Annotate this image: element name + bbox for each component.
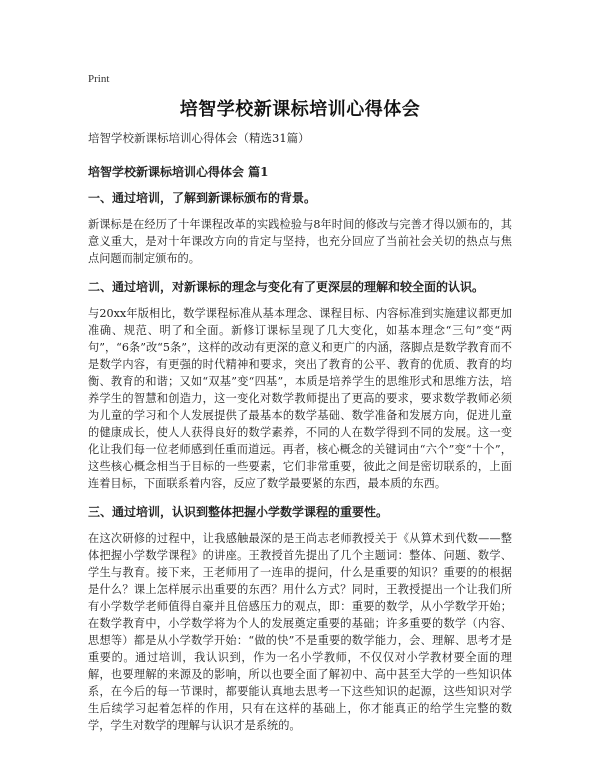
- paragraph-3: 在这次研修的过程中，让我感触最深的是王尚志老师教授关于《从算术到代数——整体把握小学数学课程》的讲座。王教授首先提出了几个主题词：整体、问题、数学、学生与教育。接下来，王老师用了一连串的提问，什么是重要的知识？重要的的根据是什么？课上怎样展示出重要的东西？用什么方式？同时，王教授提出一个让我们所有小学数学老师值得自豪并且倍感压力的观点，即：重要的数学，从小学数学开始；在数学教育中，小学数学将为个人的发展奠定重要的基础；许多重要的数学（内容、思想等）都是从小学数学开始：“做的快”不是重要的数学能力，会、理解、思考才是重要的。通过培训，我认识到，作为一名小学教师，不仅仅对小学教材要全面的理解，也要理解的来源及的影响，所以也要全面了解初中、高中甚至大学的一些知识体系，在今后的每一节课时，都要能认真地去思考一下这些知识的起源，这些知识对学生后续学习起着怎样的作用，只有在这样的基础上，你才能真正的给学生完整的数学，学生对数学的理解与认识才是系统的。: [88, 532, 512, 732]
- heading-3: 三、通过培训，认识到整体把握小学数学课程的重要性。: [88, 505, 389, 519]
- paragraph-1: 新课标是在经历了十年课程改革的实践检验与8年时间的修改与完善才得以颁布的，其意义重大，是对十年课改方向的肯定与坚持，也充分回应了当前社会关切的热点与焦点问题而制定颁布的。: [88, 218, 512, 265]
- paragraph-2: 与20xx年版相比，数学课程标准从基本理念、课程目标、内容标准到实施建议都更加准确、规范、明了和全面。新修订课标呈现了几大变化，如基本理念“三句”变“两句”，“6条”改“5条”，这样的改动有更深的意义和更广的内涵，落脚点是数学教育而不是数学内容，有更强的时代精神和要求，突出了教育的公平、教育的优质、教育的均衡、教育的和谐；又如“双基”变“四基”，本质是培养学生的思维形式和思维方法，培养学生的智慧和创造力，这一变化对数学教师提出了更高的要求，要求数学教师必须为儿童的学习和个人发展提供了最基本的数学基础、数学准备和发展方向，促进儿童的健康成长，使人人获得良好的数学素养，不同的人在数学得到不同的发展。这一变化让我们每一位老师感到任重而道远。再者，核心概念的关键词由“六个”变“十个”，这些核心概念相当于目标的一些要素，它们非常重要，彼此之间是密切联系的，上面连着目标，下面联系着内容，反应了数学最要紧的东西，最本质的东西。: [88, 307, 512, 490]
- heading-2: 二、通过培训，对新课标的理念与变化有了更深层的理解和较全面的认识。: [88, 280, 485, 294]
- article-subtitle: 培智学校新课标培训心得体会（精选31篇）: [88, 131, 310, 145]
- heading-1: 一、通过培训，了解到新课标颁布的背景。: [88, 191, 317, 205]
- print-link[interactable]: Print: [88, 73, 110, 85]
- page-title: 培智学校新课标培训心得体会: [179, 99, 421, 120]
- section-title: 培智学校新课标培训心得体会 篇1: [88, 165, 269, 179]
- article-body: [88, 130, 512, 746]
